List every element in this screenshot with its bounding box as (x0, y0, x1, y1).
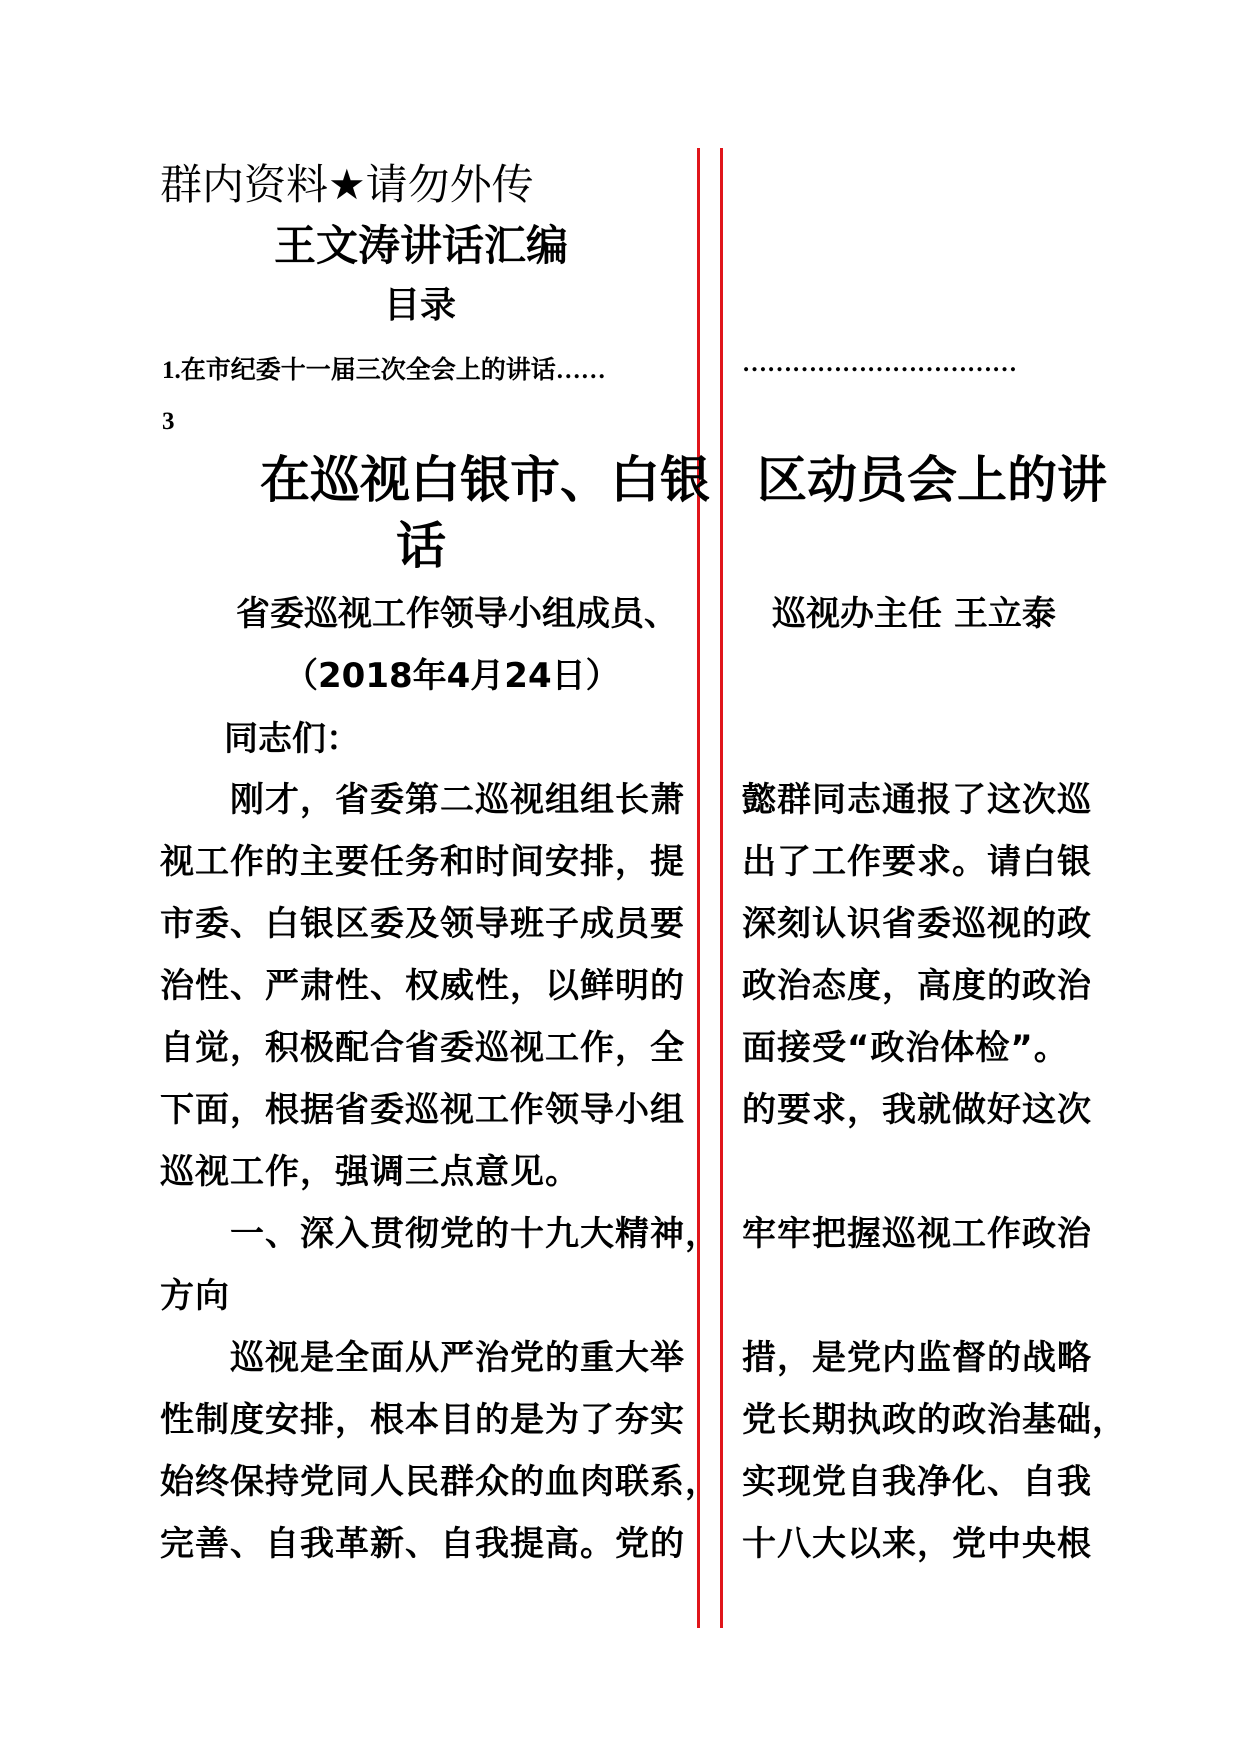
left-line: 自觉，积极配合省委巡视工作，全 (160, 1028, 685, 1068)
right-line: 党长期执政的政治基础， (742, 1400, 1127, 1440)
speech-date: （2018年4月24日） (284, 656, 620, 696)
toc-heading: 目录 (384, 285, 457, 326)
left-line: 下面，根据省委巡视工作领导小组 (160, 1090, 685, 1130)
speech-title-continuation: 话 (396, 517, 446, 575)
right-line: 措，是党内监督的战略 (742, 1338, 1092, 1378)
right-line: 政治态度，高度的政治 (742, 966, 1092, 1006)
right-line: 出了工作要求。请白银 (742, 842, 1092, 882)
right-line: 懿群同志通报了这次巡 (742, 780, 1092, 820)
toc-entry-leader: …………………………… (742, 350, 1017, 377)
left-line: 治性、严肃性、权威性，以鲜明的 (160, 966, 685, 1006)
left-line: 巡视工作，强调三点意见。 (160, 1152, 580, 1192)
divider-line-left (697, 148, 700, 1628)
right-line: 十八大以来，党中央根 (742, 1524, 1092, 1564)
left-line: 性制度安排，根本目的是为了夯实 (160, 1400, 685, 1440)
document-title: 王文涛讲话汇编 (274, 221, 569, 270)
left-line: 始终保持党同人民群众的血肉联系， (160, 1462, 720, 1502)
speaker-title-right: 巡视办主任 王立泰 (772, 594, 1056, 634)
left-line: 市委、白银区委及领导班子成员要 (160, 904, 685, 944)
toc-entry: 1.在市纪委十一届三次全会上的讲话…… (162, 357, 606, 384)
right-line: 牢牢把握巡视工作政治 (742, 1214, 1092, 1254)
divider-line-right (720, 148, 723, 1628)
left-line: 一、深入贯彻党的十九大精神， (160, 1214, 720, 1254)
right-line: 的要求，我就做好这次 (742, 1090, 1092, 1130)
right-line: 深刻认识省委巡视的政 (742, 904, 1092, 944)
left-line: 视工作的主要任务和时间安排，提 (160, 842, 685, 882)
left-line: 巡视是全面从严治党的重大举 (160, 1338, 685, 1378)
toc-page-number: 3 (162, 408, 175, 435)
left-line: 完善、自我革新、自我提高。党的 (160, 1524, 685, 1564)
right-line: 面接受“政治体检”。 (742, 1028, 1069, 1068)
salutation: 同志们： (224, 719, 360, 759)
left-line: 刚才，省委第二巡视组组长萧 (160, 780, 685, 820)
right-line: 实现党自我净化、自我 (742, 1462, 1092, 1502)
speech-title-left: 在巡视白银市、白银 (260, 451, 710, 509)
speaker-title-left: 省委巡视工作领导小组成员、 (236, 594, 678, 634)
left-line: 方向 (160, 1276, 230, 1316)
confidential-notice: 群内资料★请勿外传 (160, 160, 534, 209)
speech-title-right: 区动员会上的讲 (757, 451, 1107, 509)
